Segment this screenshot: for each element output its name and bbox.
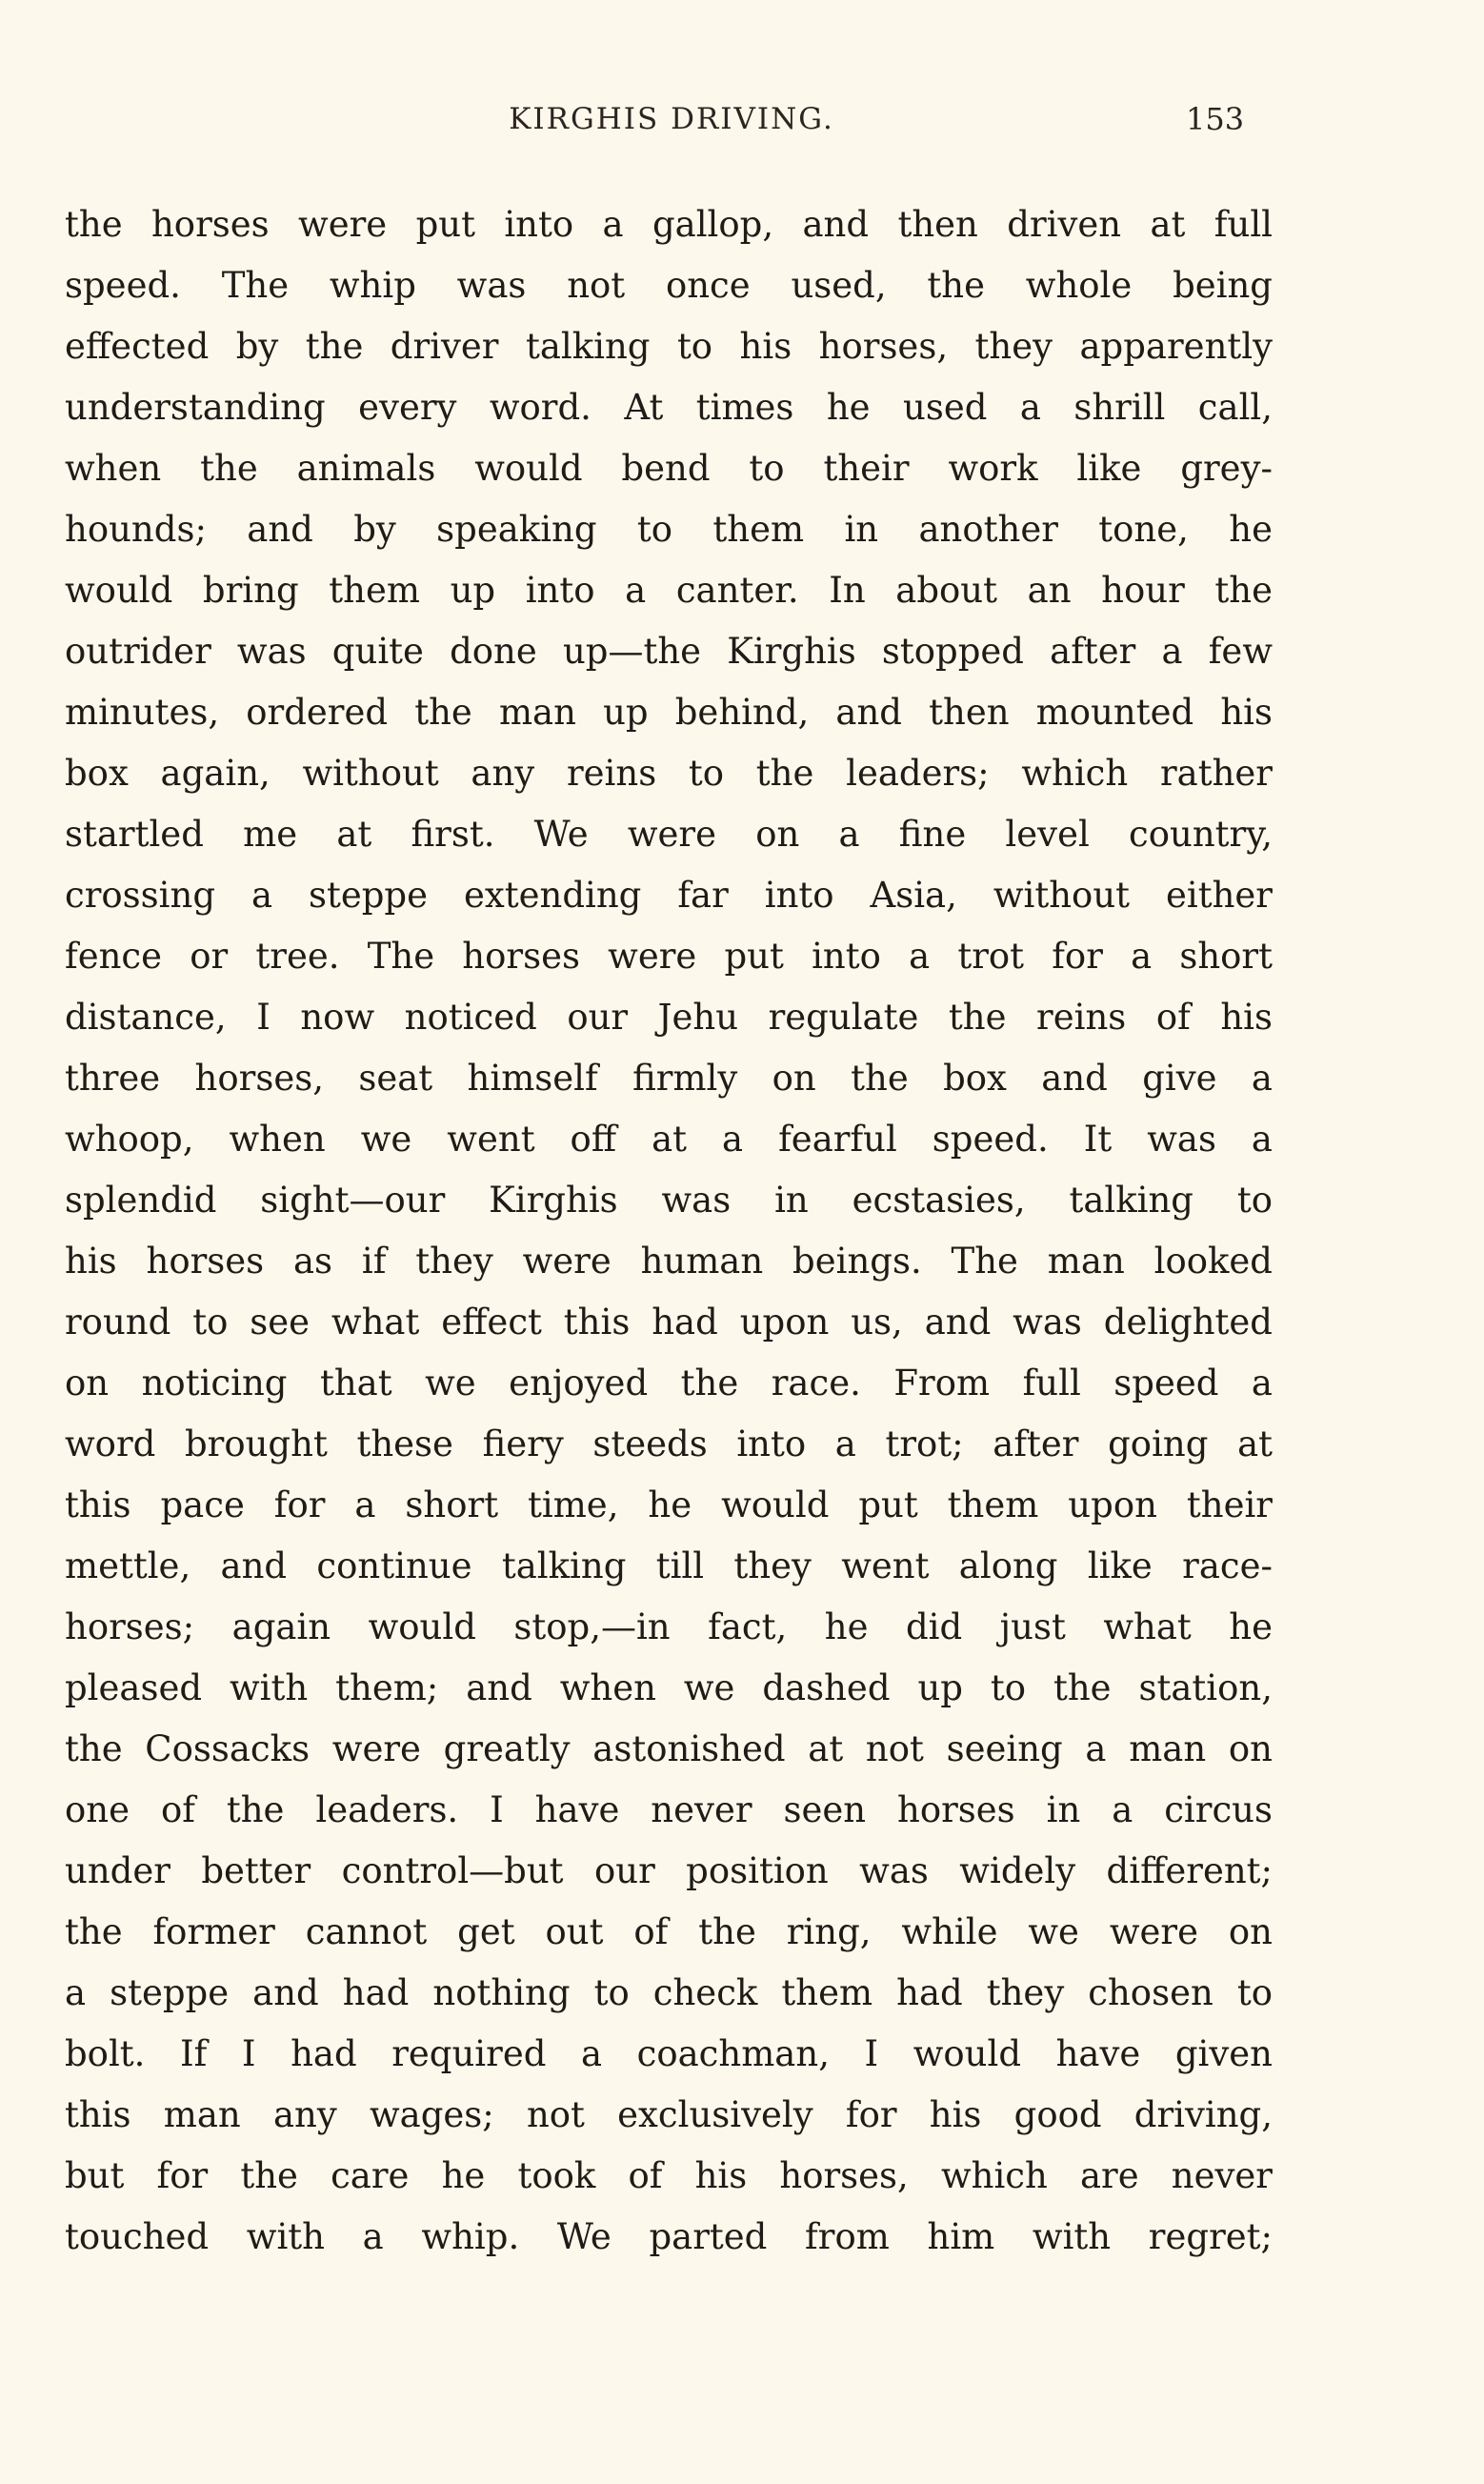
text-line: round to see what effect this had upon us, and was delighted — [65, 1302, 1273, 1343]
text-line: startled me at first. We were on a fine level country, — [65, 814, 1273, 855]
text-line: mettle, and continue talking till they went along like race- — [65, 1545, 1273, 1586]
text-line: bolt. If I had required a coachman, I would have given — [65, 2033, 1273, 2074]
text-line: whoop, when we went off at a fearful speed. It was a — [65, 1119, 1273, 1160]
text-line: the horses were put into a gallop, and then driven at full — [65, 204, 1273, 245]
text-line: this man any wages; not exclusively for his good driving, — [65, 2094, 1273, 2135]
text-line: the former cannot get out of the ring, while we were on — [65, 1911, 1273, 1952]
text-line: hounds; and by speaking to them in another tone, he — [65, 509, 1273, 550]
text-line: would bring them up into a canter. In about an hour the — [65, 570, 1273, 611]
text-line: minutes, ordered the man up behind, and then mounted his — [65, 692, 1273, 733]
text-line: this pace for a short time, he would put them upon their — [65, 1484, 1273, 1525]
text-line: outrider was quite done up—the Kirghis stopped after a few — [65, 631, 1273, 672]
text-line: understanding every word. At times he used a shrill call, — [65, 387, 1273, 428]
text-line: distance, I now noticed our Jehu regulate the reins of his — [65, 997, 1273, 1038]
text-line: fence or tree. The horses were put into a trot for a short — [65, 936, 1273, 977]
body-text — [65, 194, 1273, 2268]
text-line: touched with a whip. We parted from him with regret; — [65, 2216, 1273, 2257]
text-line: under better control—but our position was widely different; — [65, 1850, 1273, 1891]
text-line: crossing a steppe extending far into Asia, without either — [65, 875, 1273, 916]
text-line: on noticing that we enjoyed the race. From full speed a — [65, 1363, 1273, 1404]
text-line: when the animals would bend to their work like grey- — [65, 448, 1273, 489]
text-line: but for the care he took of his horses, which are never — [65, 2155, 1273, 2196]
text-line: his horses as if they were human beings. The man looked — [65, 1241, 1273, 1282]
text-line: three horses, seat himself firmly on the box and give a — [65, 1058, 1273, 1099]
page-number: 153 — [1186, 101, 1245, 137]
text-line: splendid sight—our Kirghis was in ecstasies, talking to — [65, 1180, 1273, 1221]
running-title: KIRGHIS DRIVING. — [509, 102, 834, 136]
text-line: pleased with them; and when we dashed up to the station, — [65, 1667, 1273, 1708]
text-line: a steppe and had nothing to check them had they chosen to — [65, 1972, 1273, 2013]
text-line: effected by the driver talking to his horses, they apparently — [65, 326, 1273, 367]
running-head — [0, 95, 1484, 143]
text-line: one of the leaders. I have never seen horses in a circus — [65, 1789, 1273, 1830]
text-line: word brought these fiery steeds into a trot; after going at — [65, 1424, 1273, 1464]
text-line: the Cossacks were greatly astonished at not seeing a man on — [65, 1728, 1273, 1769]
text-line: horses; again would stop,—in fact, he did just what he — [65, 1606, 1273, 1647]
text-line: box again, without any reins to the leaders; which rather — [65, 753, 1273, 794]
text-line: speed. The whip was not once used, the whole being — [65, 265, 1273, 306]
